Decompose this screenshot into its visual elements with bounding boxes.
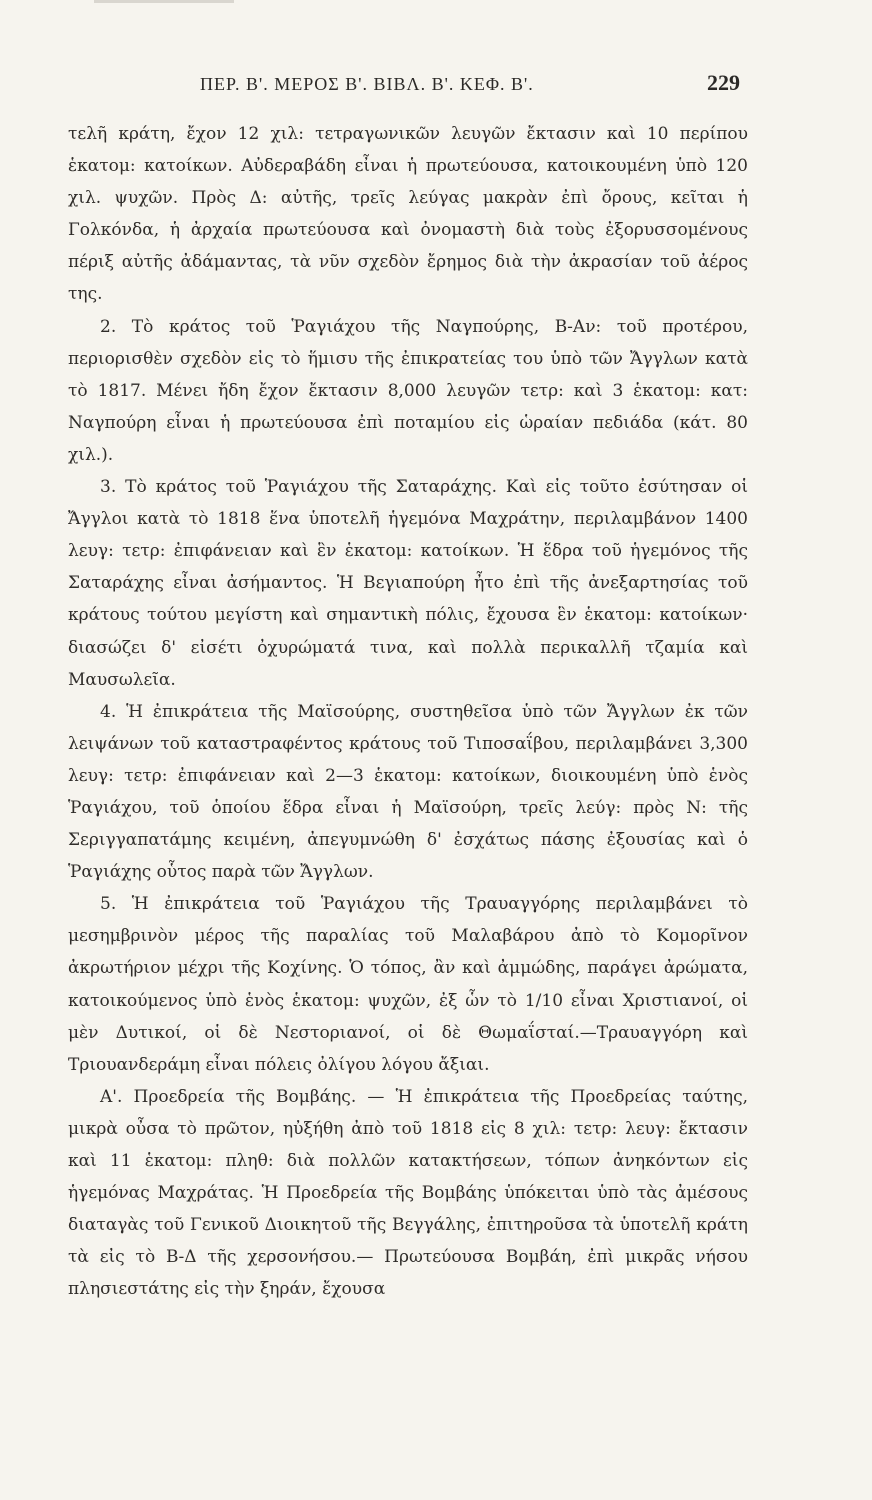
paragraph-3: 3. Τὸ κράτος τοῦ Ῥαγιάχου τῆς Σαταράχης. Καὶ εἰς τοῦτο ἐσύτησαν οἱ Ἄγγλοι κατὰ τὸ 1818 ἕνα ὑποτελῆ ἡγεμόνα Μαχράτην, περιλαμβάνον 1400 λευγ: τετρ: ἐπιφάνειαν καὶ ἓν ἑκατομ: κατοίκων. Ἡ ἕδρα τοῦ ἡγεμόνος τῆς Σαταράχης εἶναι ἀσήμαντος. Ἡ Βεγιαπούρη ἦτο ἐπὶ τῆς ἀνεξαρτησίας τοῦ κράτους τούτου μεγίστη καὶ σημαντικὴ πόλις, ἔχουσα ἓν ἑκατομ: κατοίκων· διασώζει δ' εἰσέτι ὀχυρώματά τινα, καὶ πολλὰ περικαλλῆ τζαμία καὶ Μαυσωλεῖα. (68, 477, 748, 690)
paragraph-2: 2. Τὸ κράτος τοῦ Ῥαγιάχου τῆς Ναγπούρης, Β-Αν: τοῦ προτέρου, περιορισθὲν σχεδὸν εἰς τὸ ἥμισυ τῆς ἐπικρατείας του ὑπὸ τῶν Ἄγγλων κατὰ τὸ 1817. Μένει ἤδη ἔχον ἔκτασιν 8,000 λευγῶν τετρ: καὶ 3 ἑκατομ: κατ: Ναγπούρη εἶναι ἡ πρωτεύουσα ἐπὶ ποταμίου εἰς ὡραίαν πεδιάδα (κάτ. 80 χιλ.). (68, 316, 748, 465)
paragraph-5: 5. Ἡ ἐπικράτεια τοῦ Ῥαγιάχου τῆς Τραυαγγόρης περιλαμβάνει τὸ μεσημβρινὸν μέρος τῆς παραλίας τοῦ Μαλαβάρου ἀπὸ τὸ Κομορῖνον ἀκρωτήριον μέχρι τῆς Κοχίνης. Ὁ τόπος, ἂν καὶ ἀμμώδης, παράγει ἀρώματα, κατοικούμενος ὑπὸ ἑνὸς ἑκατομ: ψυχῶν, ἐξ ὧν τὸ 1/10 εἶναι Χριστιανοί, οἱ μὲν Δυτικοί, οἱ δὲ Νεστοριανοί, οἱ δὲ Θωμαΐσταί.—Τραυαγγόρη καὶ Τριουανδεράμη εἶναι πόλεις ὀλίγου λόγου ἄξιαι. (68, 894, 748, 1075)
paragraph-1: τελῆ κράτη, ἔχον 12 χιλ: τετραγωνικῶν λευγῶν ἔκτασιν καὶ 10 περίπου ἑκατομ: κατοίκων. Αὐδεραβάδη εἶναι ἡ πρωτεύουσα, κατοικουμένη ὑπὸ 120 χιλ. ψυχῶν. Πρὸς Δ: αὐτῆς, τρεῖς λεύγας μακρὰν ἐπὶ ὄρους, κεῖται ἡ Γολκόνδα, ἡ ἀρχαία πρωτεύουσα καὶ ὀνομαστὴ διὰ τοὺς ἐξορυσσομένους πέριξ αὐτῆς ἀδάμαντας, τὰ νῦν σχεδὸν ἔρημος διὰ τὴν ἀκρασίαν τοῦ ἀέρος της. (68, 124, 748, 305)
paragraph-6: Α'. Προεδρεία τῆς Βομβάης. — Ἡ ἐπικράτεια τῆς Προεδρείας ταύτης, μικρὰ οὖσα τὸ πρῶτον, ηὐξήθη ἀπὸ τοῦ 1818 εἰς 8 χιλ: τετρ: λευγ: ἔκτασιν καὶ 11 ἑκατομ: πληθ: διὰ πολλῶν κατακτήσεων, τόπων ἀνηκόντων εἰς ἡγεμόνας Μαχράτας. Ἡ Προεδρεία τῆς Βομβάης ὑπόκειται ὑπὸ τὰς ἀμέσους διαταγὰς τοῦ Γενικοῦ Διοικητοῦ τῆς Βεγγάλης, ἐπιτηροῦσα τὰ ὑποτελῆ κράτη τὰ εἰς τὸ Β-Δ τῆς χερσονήσου.— Πρωτεύουσα Βομβάη, ἐπὶ μικρᾶς νήσου πλησιεστάτης εἰς τὴν ξηράν, ἔχουσα (68, 1086, 748, 1300)
page-number: 229 (707, 70, 740, 95)
paragraph-4: 4. Ἡ ἐπικράτεια τῆς Μαϊσούρης, συστηθεῖσα ὑπὸ τῶν Ἄγγλων ἐκ τῶν λειψάνων τοῦ καταστραφέντος κράτους τοῦ Τιποσαΐβου, περιλαμβάνει 3,300 λευγ: τετρ: ἐπιφάνειαν καὶ 2—3 ἑκατομ: κατοίκων, διοικουμένη ὑπὸ ἑνὸς Ῥαγιάχου, τοῦ ὁποίου ἕδρα εἶναι ἡ Μαϊσούρη, τρεῖς λεύγ: πρὸς Ν: τῆς Σεριγγαπατάμης κειμένη, ἀπεγυμνώθη δ' ἐσχάτως πάσης ἐξουσίας καὶ ὁ Ῥαγιάχης οὗτος παρὰ τῶν Ἄγγλων. (68, 701, 748, 883)
top-edge-mark (94, 0, 234, 3)
body-text (68, 118, 748, 1305)
running-head: ΠΕΡ. Β'. ΜΕΡΟΣ Β'. ΒΙΒΛ. Β'. ΚΕΦ. Β'. (200, 74, 534, 94)
page-header (200, 70, 740, 104)
